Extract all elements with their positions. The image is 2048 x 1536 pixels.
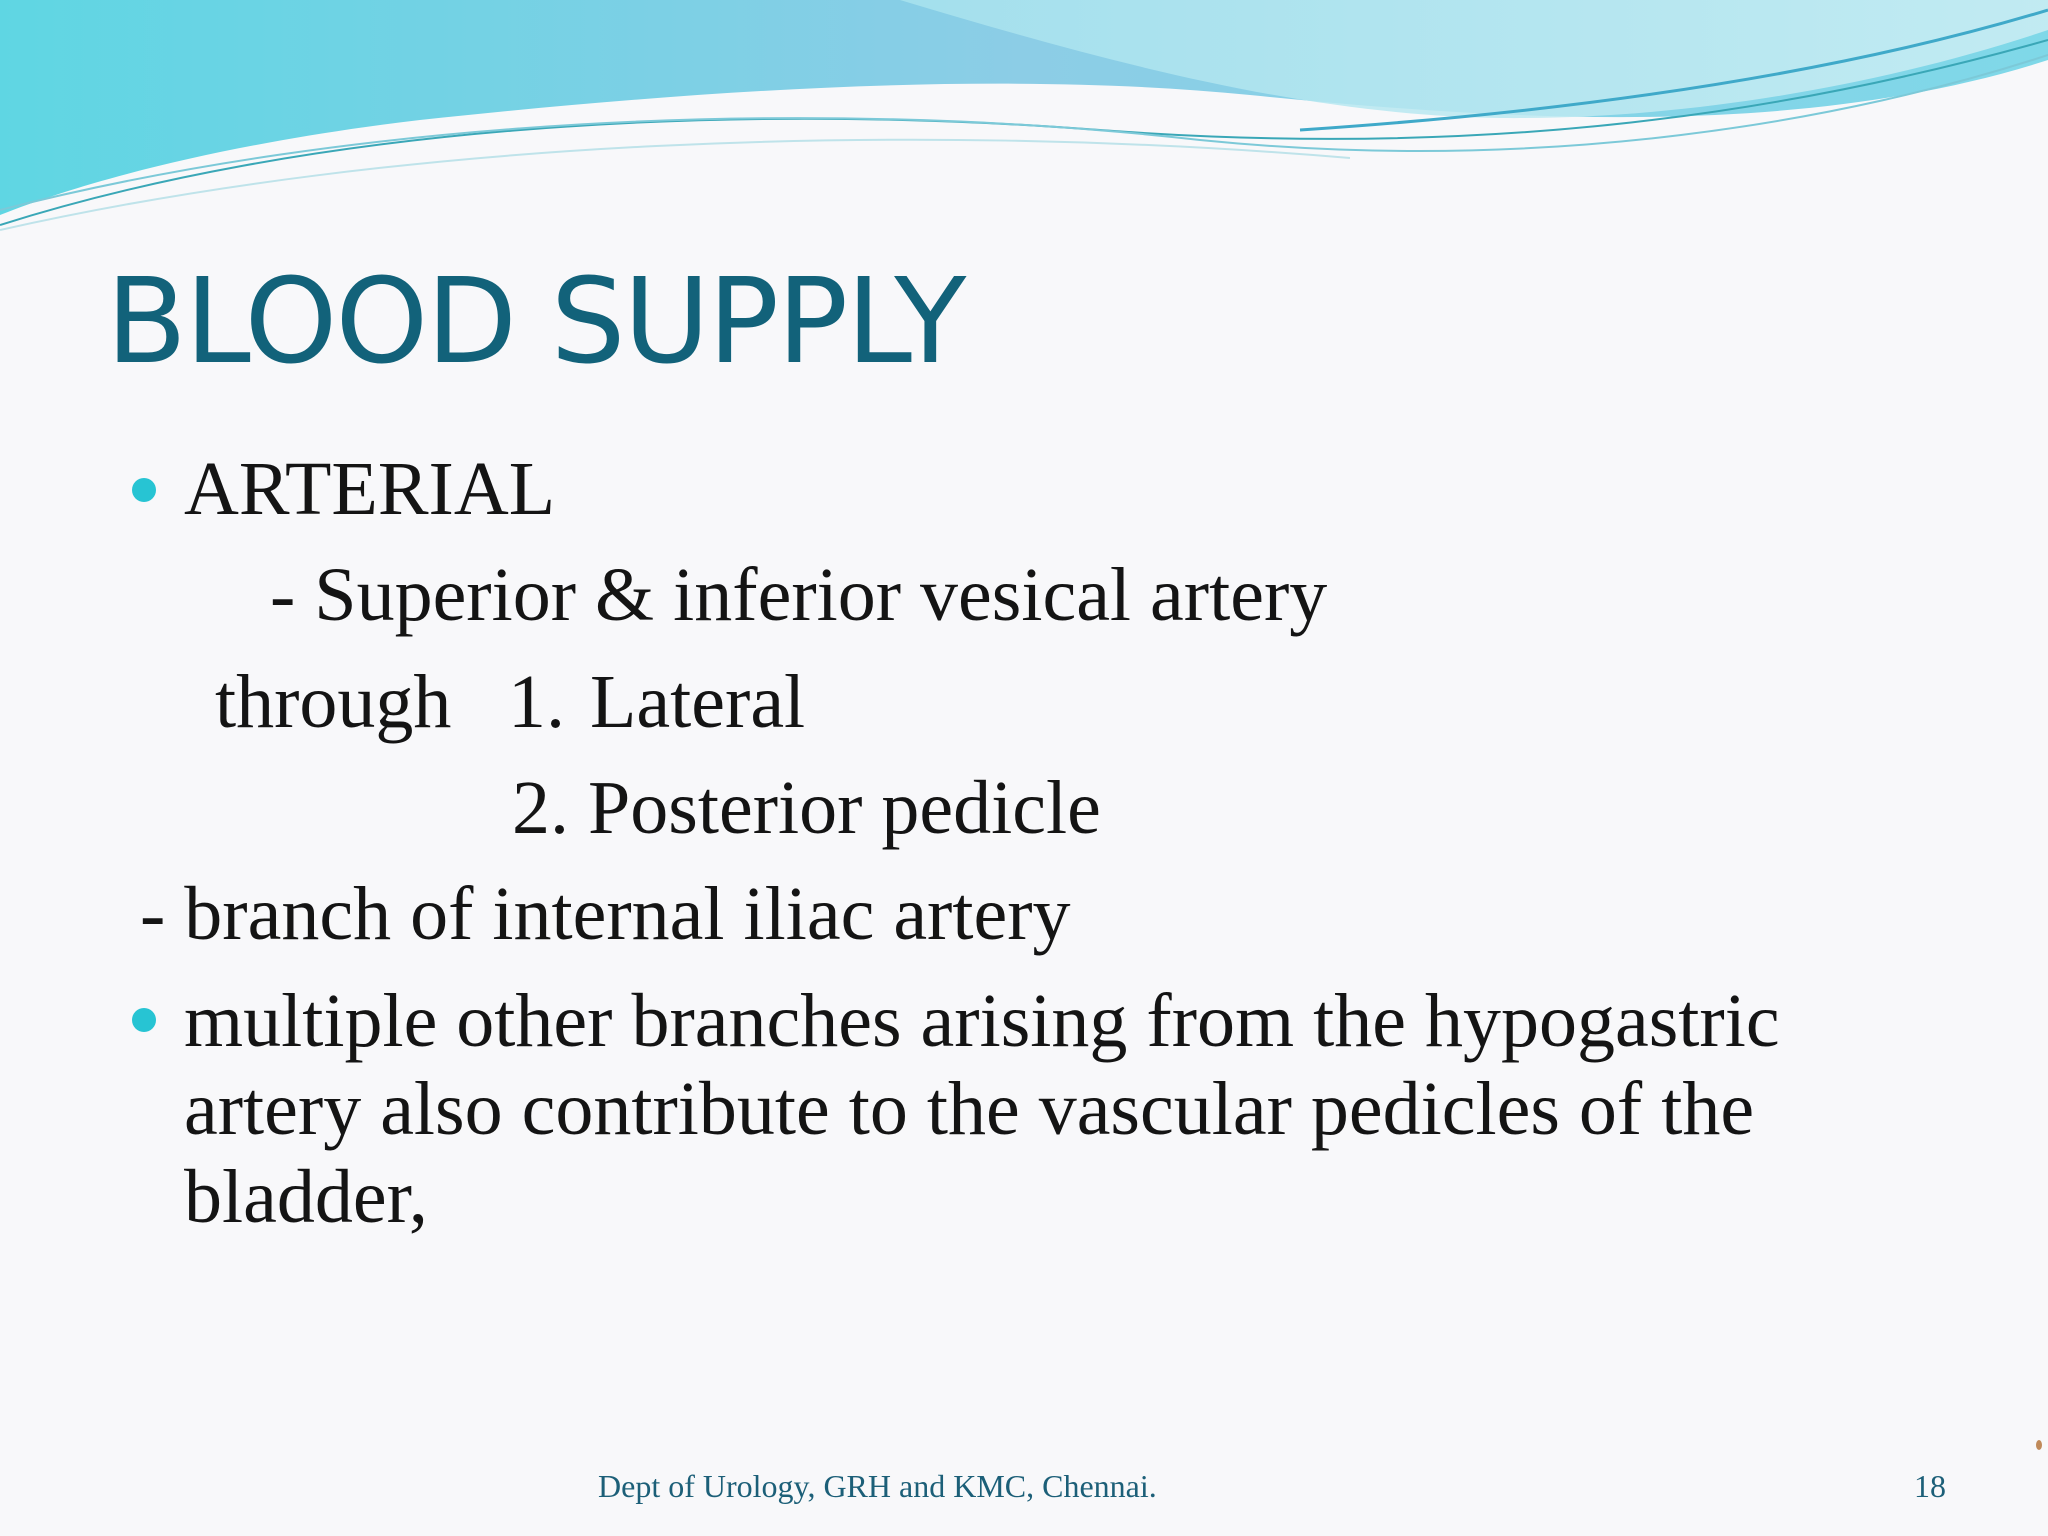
sub-item-through: through xyxy=(215,660,452,744)
page-number: 18 xyxy=(1914,1468,1946,1504)
sub-item-internal-iliac: - branch of internal iliac artery xyxy=(140,872,1071,956)
sub-item-vesical-artery: - Superior & inferior vesical artery xyxy=(270,553,1328,637)
bullet-icon xyxy=(132,478,156,502)
bullet-icon xyxy=(132,1008,156,1032)
bullet-multiple-branches-line3: bladder, xyxy=(184,1155,428,1239)
bullet-arterial: ARTERIAL xyxy=(184,447,556,531)
sub-item-number-1: 1. xyxy=(508,660,565,744)
slide-title: BLOOD SUPPLY xyxy=(106,252,965,390)
sub-item-posterior-pedicle: 2. Posterior pedicle xyxy=(512,766,1101,850)
bullet-multiple-branches-line1: multiple other branches arising from the hypogastric xyxy=(184,979,1780,1063)
footer-department: Dept of Urology, GRH and KMC, Chennai. xyxy=(598,1468,1157,1504)
bullet-multiple-branches-line2: artery also contribute to the vascular pedicles of the xyxy=(184,1067,1755,1151)
sub-item-lateral: Lateral xyxy=(590,660,806,744)
header-wave-decoration xyxy=(0,0,2048,240)
corner-mark xyxy=(2036,1440,2042,1450)
